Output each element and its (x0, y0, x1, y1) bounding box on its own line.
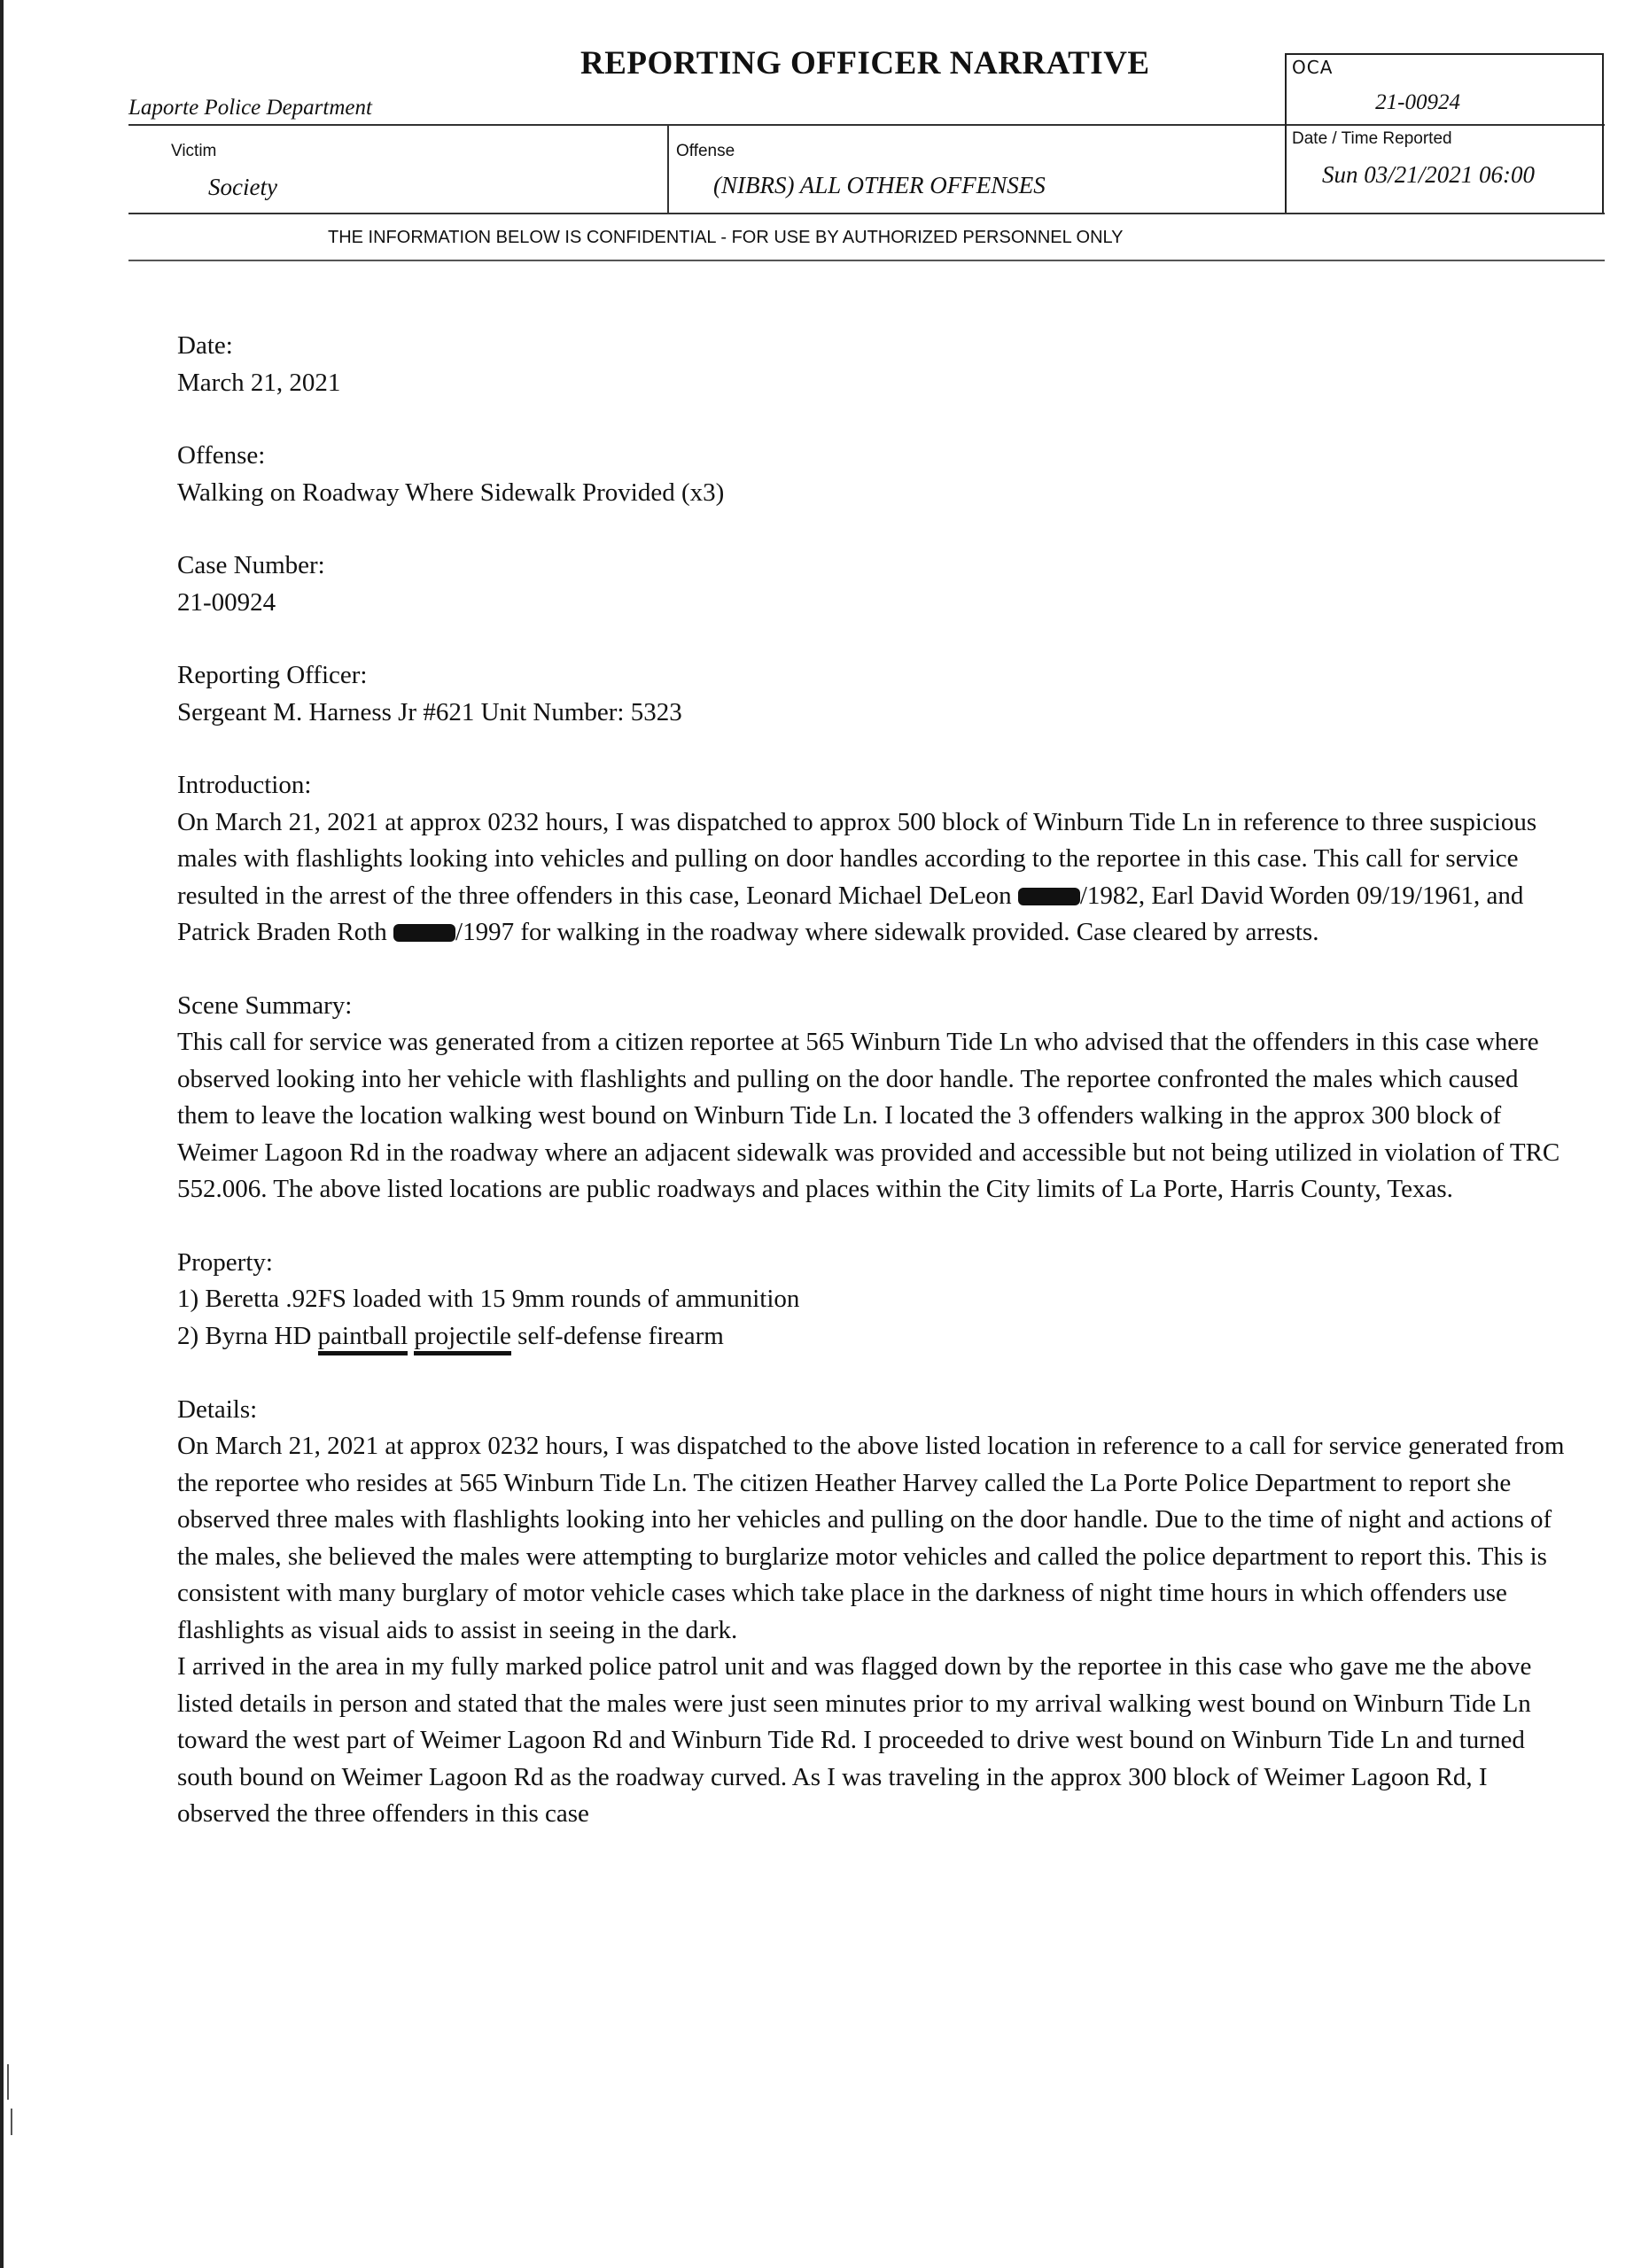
case-section (177, 548, 1568, 621)
offense-heading: Offense: (177, 441, 266, 470)
redaction-mark (1018, 888, 1080, 905)
confidential-notice: THE INFORMATION BELOW IS CONFIDENTIAL - FOR USE BY AUTHORIZED PERSONNEL ONLY (328, 228, 1124, 247)
datetime-label: Date / Time Reported (1292, 129, 1452, 148)
scan-artifact (11, 2109, 12, 2135)
introduction-text-part1: On March 21, 2021 at approx 0232 hours, I was dispatched to approx 500 block of Winburn Tide Ln in reference to three suspicious males with flashlights looking into vehicles and pulling on door handles according to the reportee in this case. This call for service resulted in the arrest of the three offenders in this case, Leonard Michael DeLeon (177, 807, 1537, 910)
officer-heading: Reporting Officer: (177, 661, 368, 689)
scene-summary-text: This call for service was generated from a citizen reportee at 565 Winburn Tide Ln who advised that the offenders in this case where observed looking into her vehicle with flashlights and pulling on the door handle. The reportee confronted the males which caused them to leave the location walking west bound on Winburn Tide Ln. I located the 3 offenders walking in the approx 300 block of Weimer Lagoon Rd in the roadway where an adjacent sidewalk was provided and accessible but not being utilized in violation of TRC 552.006. The above listed locations are public roadways and places within the City limits of La Porte, Harris County, Texas. (177, 1028, 1560, 1203)
header-rule-bottom (128, 260, 1605, 261)
form-title: REPORTING OFFICER NARRATIVE (580, 45, 1150, 82)
department-name: Laporte Police Department (128, 96, 372, 120)
property-heading: Property: (177, 1247, 273, 1277)
officer-value: Sergeant M. Harness Jr #621 Unit Number: 5323 (177, 697, 682, 726)
underlined-word: paintball (318, 1322, 408, 1355)
property-section (177, 1245, 1568, 1355)
date-value: March 21, 2021 (177, 368, 341, 397)
redaction-mark (393, 924, 455, 942)
property-item-2 (177, 1318, 1568, 1355)
oca-value: 21-00924 (1375, 90, 1460, 114)
scene-summary-section (177, 988, 1568, 1208)
offense-value: (NIBRS) ALL OTHER OFFENSES (713, 172, 1046, 198)
header-rule-mid (128, 213, 1605, 214)
property-item-1: 1) Beretta .92FS loaded with 15 9mm rounds of ammunition (177, 1285, 800, 1313)
introduction-section (177, 767, 1568, 951)
case-heading: Case Number: (177, 551, 325, 579)
oca-box (1285, 53, 1604, 126)
details-section (177, 1392, 1568, 1833)
victim-value: Society (208, 174, 277, 200)
oca-label: OCA (1292, 57, 1334, 78)
introduction-text (177, 804, 1568, 951)
details-paragraph-1: On March 21, 2021 at approx 0232 hours, I was dispatched to the above listed location in reference to a call for service generated from the reportee who resides at 565 Winburn Tide Ln. The citizen Heather Harvey called the La Porte Police Department to report she observed three males with flashlights looking into her vehicles and pulling on the door handle. Due to the time of night and actions of the males, she believed the males were attempting to burglarize motor vehicles and called the police department to report this. This is consistent with many burglary of motor vehicle cases which take place in the darkness of night time hours in which offenders use flashlights as visual aids to assist in seeing in the dark. (177, 1432, 1565, 1644)
property-item-2-prefix: 2) Byrna HD (177, 1321, 318, 1350)
details-heading: Details: (177, 1394, 258, 1424)
date-section (177, 328, 1568, 401)
offense-text: Walking on Roadway Where Sidewalk Provided (x3) (177, 478, 725, 507)
introduction-text-part3: /1997 for walking in the roadway where sidewalk provided. Case cleared by arrests. (455, 918, 1319, 946)
offense-label: Offense (676, 142, 735, 160)
introduction-text-part2: /1982, Earl David Worden 09/19/1961, and Patrick Braden Roth (177, 881, 1524, 946)
details-paragraph-2: I arrived in the area in my fully marked police patrol unit and was flagged down by the reportee in this case who gave me the above listed details in person and stated that the males were just seen minutes prior to my arrival walking west bound on Winburn Tide Ln toward the west part of Weimer Lagoon Rd and Winburn Tide Rd. I proceeded to drive west bound on Winburn Tide Ln and turned south bound on Weimer Lagoon Rd as the roadway curved. As I was traveling in the approx 300 block of Weimer Lagoon Rd, I observed the three offenders in this case (177, 1652, 1532, 1828)
underlined-word: projectile (414, 1322, 511, 1355)
datetime-box (1285, 124, 1604, 213)
offense-section (177, 438, 1568, 511)
victim-label: Victim (171, 142, 217, 160)
case-value: 21-00924 (177, 587, 276, 617)
introduction-heading: Introduction: (177, 771, 312, 799)
property-item-2-suffix: self-defense firearm (510, 1321, 724, 1350)
datetime-value: Sun 03/21/2021 06:00 (1322, 161, 1535, 188)
narrative-body (177, 328, 1568, 1869)
scene-summary-heading: Scene Summary: (177, 990, 353, 1020)
date-heading: Date: (177, 331, 233, 360)
scan-artifact (7, 2064, 9, 2100)
form-header (128, 44, 1605, 279)
header-divider-1 (667, 126, 669, 213)
scan-edge (0, 0, 4, 2268)
officer-section (177, 657, 1568, 731)
